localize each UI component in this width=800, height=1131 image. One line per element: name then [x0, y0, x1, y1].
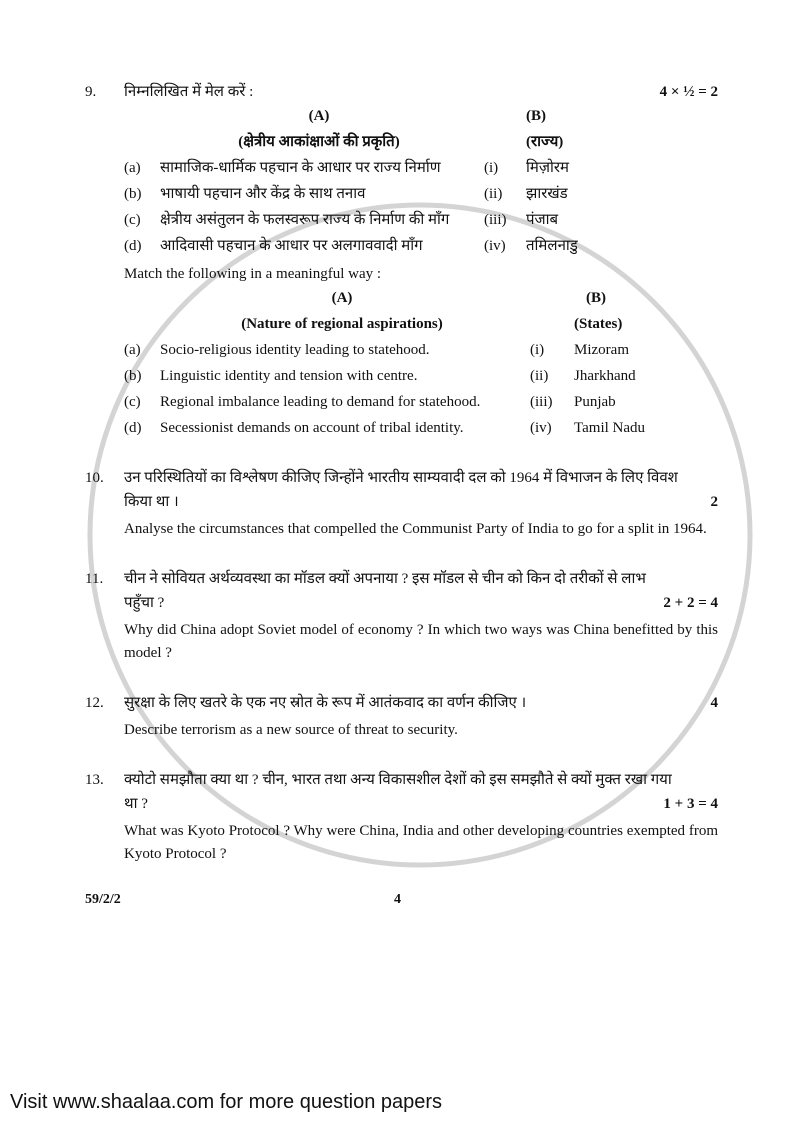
- row-text: भाषायी पहचान और केंद्र के साथ तनाव: [160, 186, 366, 202]
- row-label: (c): [124, 212, 141, 228]
- q9-english-col-a-title: (Nature of regional aspirations): [241, 316, 443, 332]
- row-label: (a): [124, 160, 141, 176]
- q9-english-prompt: Match the following in a meaningful way :: [124, 266, 382, 282]
- q11-english-line1: Why did China adopt Soviet model of economy ? In which two ways was China: [124, 622, 610, 638]
- q13-number: 13.: [85, 772, 104, 788]
- row-label: (b): [124, 368, 142, 384]
- q10-hindi-line2: किया था ।: [124, 494, 179, 510]
- row-roman: (i): [484, 160, 499, 176]
- q13-hindi-line1: क्योटो समझौता क्या था ? चीन, भारत तथा अन्य विकासशील देशों को इस समझौते से क्यों मुक्त रखा गया: [124, 772, 672, 788]
- q10-number: 10.: [85, 470, 104, 486]
- row-roman: (i): [530, 342, 545, 358]
- q9-hindi-col-a: (A): [308, 108, 330, 124]
- visit-link[interactable]: Visit www.shaalaa.com for more question papers: [10, 1091, 443, 1113]
- q9-hindi-table: [124, 104, 718, 258]
- q9-marks: 4 × ½ = 2: [659, 84, 718, 100]
- row-roman: (iii): [484, 212, 507, 228]
- q11-hindi-line2: पहुँचा ?: [124, 595, 165, 611]
- page-number: 4: [394, 892, 401, 907]
- row-label: (c): [124, 394, 141, 410]
- question-13: [85, 768, 718, 866]
- row-text: आदिवासी पहचान के आधार पर अलगाववादी माँग: [160, 238, 423, 254]
- q9-hindi-prompt: निम्नलिखित में मेल करें :: [124, 84, 254, 100]
- question-10: [85, 466, 718, 541]
- q12-english-line1: Describe terrorism as a new source of threat to security.: [124, 722, 458, 738]
- row-text: Linguistic identity and tension with centre.: [160, 368, 418, 384]
- row-state: Jharkhand: [574, 368, 636, 384]
- row-state: तमिलनाडु: [526, 238, 578, 254]
- q13-english-line1: What was Kyoto Protocol ? Why were China, India and other developing countries: [124, 823, 623, 839]
- q9-english-col-b: (B): [586, 290, 606, 306]
- q10-hindi-line1: उन परिस्थितियों का विश्लेषण कीजिए जिन्होंने भारतीय साम्यवादी दल को 1964 में विभाजन के लिए विवश: [124, 470, 678, 486]
- row-state: पंजाब: [526, 212, 559, 228]
- q13-english-line2: exempted from Kyoto Protocol ?: [124, 823, 719, 862]
- q9-english-table: [124, 286, 718, 440]
- row-roman: (ii): [484, 186, 503, 202]
- q9-english-col-a: (A): [331, 290, 353, 306]
- row-state: मिज़ोरम: [526, 160, 569, 176]
- q9-hindi-col-a-title: (क्षेत्रीय आकांक्षाओं की प्रकृति): [238, 134, 400, 150]
- question-11: [85, 567, 718, 665]
- q11-english-line2: benefitted by this model ?: [124, 622, 718, 661]
- row-state: Tamil Nadu: [574, 420, 646, 436]
- row-text: Regional imbalance leading to demand for statehood.: [160, 394, 481, 410]
- row-label: (b): [124, 186, 142, 202]
- row-roman: (iii): [530, 394, 553, 410]
- row-state: Punjab: [574, 394, 616, 410]
- q12-marks: 4: [710, 695, 718, 711]
- q11-marks: 2 + 2 = 4: [663, 595, 718, 611]
- row-text: Secessionist demands on account of tribal identity.: [160, 420, 464, 436]
- q9-number: 9.: [85, 84, 97, 100]
- row-text: Socio-religious identity leading to statehood.: [160, 342, 430, 358]
- row-label: (a): [124, 342, 141, 358]
- q9-hindi-col-b: (B): [526, 108, 546, 124]
- q11-hindi-line1: चीन ने सोवियत अर्थव्यवस्था का मॉडल क्यों अपनाया ? इस मॉडल से चीन को किन दो तरीकों से लाभ: [124, 571, 646, 587]
- page-footer: [85, 892, 718, 908]
- q13-hindi-line2: था ?: [124, 796, 148, 812]
- q10-english-line2: split in 1964.: [628, 521, 707, 537]
- question-page: [85, 80, 718, 908]
- row-state: Mizoram: [574, 342, 629, 358]
- row-label: (d): [124, 238, 142, 254]
- q10-english-line1: Analyse the circumstances that compelled the Communist Party of India to go for a: [124, 521, 625, 537]
- q9-english-col-b-title: (States): [574, 316, 623, 332]
- row-roman: (iv): [530, 420, 552, 436]
- question-12: [85, 691, 718, 742]
- row-roman: (ii): [530, 368, 549, 384]
- row-roman: (iv): [484, 238, 506, 254]
- row-text: क्षेत्रीय असंतुलन के फलस्वरूप राज्य के निर्माण की माँग: [160, 212, 450, 228]
- q12-number: 12.: [85, 695, 104, 711]
- q10-marks: 2: [710, 494, 718, 510]
- q13-marks: 1 + 3 = 4: [663, 796, 718, 812]
- q9-hindi-col-b-title: (राज्य): [526, 134, 564, 150]
- row-label: (d): [124, 420, 142, 436]
- q11-number: 11.: [85, 571, 104, 587]
- row-text: सामाजिक-धार्मिक पहचान के आधार पर राज्य निर्माण: [160, 160, 441, 176]
- paper-code: 59/2/2: [85, 892, 121, 907]
- q12-hindi-line1: सुरक्षा के लिए खतरे के एक नए स्रोत के रूप में आतंकवाद का वर्णन कीजिए ।: [124, 695, 527, 711]
- row-state: झारखंड: [526, 186, 568, 202]
- question-9: [85, 80, 718, 440]
